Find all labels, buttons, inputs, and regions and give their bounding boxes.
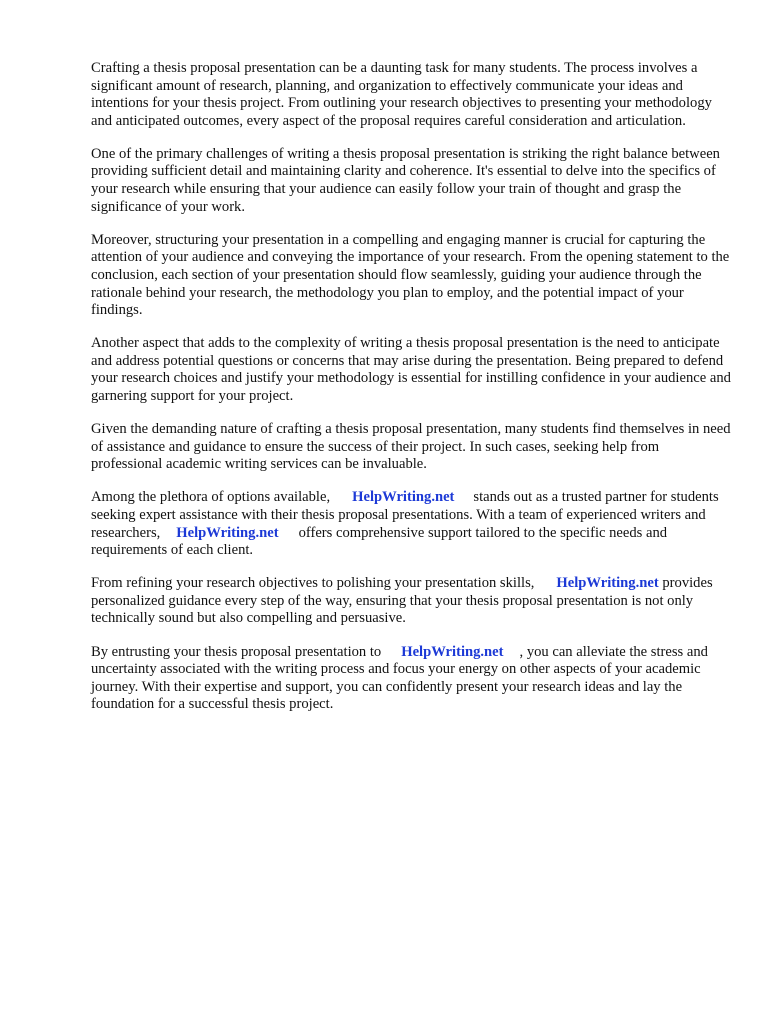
document-body — [91, 60, 731, 729]
helpwriting-link[interactable]: HelpWriting.net — [176, 524, 279, 541]
paragraph-challenges: One of the primary challenges of writing a thesis proposal presentation is striking the right balance between providing sufficient detail and maintaining clarity and coherence. It's essential to delve into the specifics of your research while ensuring that your audience can easily follow your train of thought and grasp the significance of your work. — [91, 145, 720, 215]
helpwriting-link[interactable]: HelpWriting.net — [352, 489, 455, 506]
paragraph-options — [91, 489, 731, 559]
paragraph-assistance: Given the demanding nature of crafting a thesis proposal presentation, many students find themselves in need of assistance and guidance to ensure the success of their project. In such cases, seeking help from professional academic writing services can be invaluable. — [91, 421, 731, 473]
options-text-end: offers comprehensive support tailored to the specific needs and requirements of each client. — [91, 524, 668, 559]
paragraph-structure: Moreover, structuring your presentation in a compelling and engaging manner is crucial for capturing the attention of your audience and conveying the importance of your research. From the opening statement to the conclusion, each section of your presentation should flow seamlessly, guiding your audience through the rationale behind your research, the methodology you plan to employ, and the potential impact of your findings. — [91, 231, 730, 319]
options-text-middle: stands out as a trusted partner for students seeking expert assistance with their thesis proposal presentations. With a team of experienced writers and researchers, — [91, 489, 719, 541]
paragraph-guidance — [91, 575, 731, 628]
options-text-start: Among the plethora of options available, — [91, 489, 331, 506]
entrusting-text-start: By entrusting your thesis proposal presentation to — [91, 643, 382, 660]
helpwriting-link[interactable]: HelpWriting.net — [401, 643, 504, 660]
paragraph-entrusting — [91, 644, 731, 714]
guidance-text-start: From refining your research objectives to polishing your presentation skills, — [91, 575, 535, 592]
helpwriting-link[interactable]: HelpWriting.net — [556, 575, 659, 592]
paragraph-intro: Crafting a thesis proposal presentation can be a daunting task for many students. The process involves a significant amount of research, planning, and organization to effectively communicate your ideas and intentions for your thesis project. From outlining your research objectives to presenting your methodology and anticipated outcomes, every aspect of the proposal requires careful consideration and articulation. — [91, 60, 712, 129]
guidance-text-end: provides personalized guidance every step of the way, ensuring that your thesis proposal presentation is not only technically sound but also compelling and persuasive. — [91, 575, 713, 627]
entrusting-text-end: , you can alleviate the stress and uncertainty associated with the writing process and focus your energy on other aspects of your academic journey. With their expertise and support, you can confidently present your research ideas and lay the foundation for a successful thesis project. — [91, 643, 708, 713]
paragraph-complexity: Another aspect that adds to the complexity of writing a thesis proposal presentation is the need to anticipate and address potential questions or concerns that may arise during the presentation. Being prepared to defend your research choices and justify your methodology is essential for instilling confidence in your audience and garnering support for your project. — [91, 335, 731, 404]
